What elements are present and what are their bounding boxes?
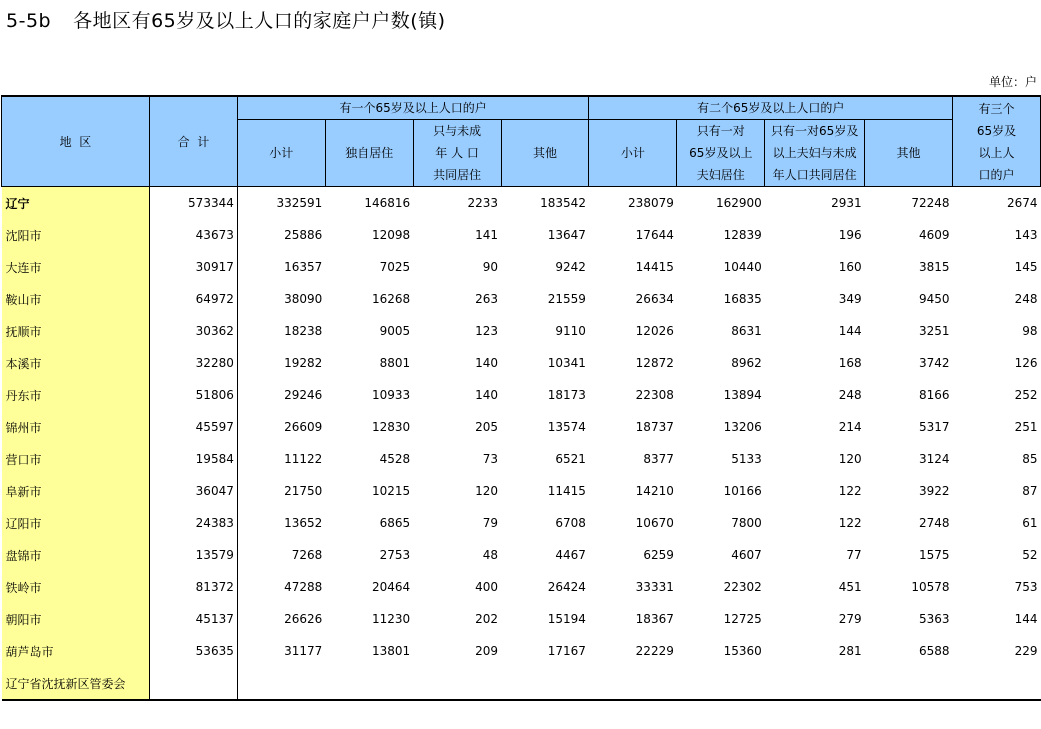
table-cell: 120 bbox=[475, 484, 499, 498]
table-row bbox=[2, 571, 1041, 603]
table-cell: 13574 bbox=[547, 420, 586, 434]
header-one-alone: 独自居住 bbox=[325, 120, 413, 187]
table-row bbox=[2, 219, 1041, 251]
table-cell: 122 bbox=[838, 484, 862, 498]
table-cell: 5317 bbox=[918, 420, 950, 434]
table-cell: 85 bbox=[1022, 452, 1038, 466]
table-cell: 26634 bbox=[635, 292, 674, 306]
table-row bbox=[2, 635, 1041, 667]
table-cell: 15194 bbox=[547, 612, 586, 626]
table-cell: 3742 bbox=[918, 356, 950, 370]
table-cell: 279 bbox=[838, 612, 862, 626]
table-cell: 168 bbox=[838, 356, 862, 370]
region-name: 本溪市 bbox=[2, 347, 150, 379]
table-cell: 6708 bbox=[555, 516, 586, 530]
header-group-one: 有一个65岁及以上人口的户 bbox=[237, 96, 589, 120]
unit-label: 单位：户 bbox=[988, 75, 1037, 89]
table-cell: 196 bbox=[838, 228, 862, 242]
table-row bbox=[2, 507, 1041, 539]
table-cell: 205 bbox=[475, 420, 499, 434]
table-cell: 4609 bbox=[918, 228, 950, 242]
table-cell: 10215 bbox=[371, 484, 411, 498]
table-cell: 31177 bbox=[284, 644, 323, 658]
table-cell: 10670 bbox=[635, 516, 674, 530]
table-cell: 10933 bbox=[371, 388, 411, 402]
table-cell: 24383 bbox=[149, 507, 237, 539]
table-cell: 13652 bbox=[284, 516, 323, 530]
table-cell: 10166 bbox=[723, 484, 762, 498]
region-name: 葫芦岛市 bbox=[2, 635, 150, 667]
table-cell: 6521 bbox=[555, 452, 586, 466]
table-cell: 9110 bbox=[555, 324, 586, 338]
region-name: 锦州市 bbox=[2, 411, 150, 443]
table-cell: 13647 bbox=[547, 228, 586, 242]
table-cell: 26609 bbox=[284, 420, 323, 434]
table-cell: 209 bbox=[475, 644, 499, 658]
region-name: 丹东市 bbox=[2, 379, 150, 411]
table-cell: 53635 bbox=[149, 635, 237, 667]
table-cell: 146816 bbox=[364, 196, 411, 210]
table-cell: 13579 bbox=[149, 539, 237, 571]
table-row bbox=[2, 667, 1041, 700]
table-cell: 7268 bbox=[291, 548, 323, 562]
table-cell: 8962 bbox=[731, 356, 762, 370]
table-cell: 5363 bbox=[918, 612, 950, 626]
table-cell: 32280 bbox=[149, 347, 237, 379]
table-cell bbox=[149, 667, 237, 700]
table-cell: 36047 bbox=[149, 475, 237, 507]
table-cell: 12872 bbox=[635, 356, 674, 370]
table-cell: 21559 bbox=[547, 292, 586, 306]
table-cell: 13801 bbox=[371, 644, 411, 658]
table-row bbox=[2, 379, 1041, 411]
table-cell: 8631 bbox=[731, 324, 762, 338]
table-cell: 26424 bbox=[547, 580, 586, 594]
table-cell bbox=[589, 667, 677, 700]
table-cell: 38090 bbox=[284, 292, 323, 306]
table-cell: 12725 bbox=[723, 612, 762, 626]
table-cell: 252 bbox=[1014, 388, 1038, 402]
table-cell: 6865 bbox=[379, 516, 411, 530]
table-cell: 145 bbox=[1014, 260, 1038, 274]
table-cell bbox=[865, 667, 953, 700]
table-cell: 238079 bbox=[628, 196, 674, 210]
table-cell: 2674 bbox=[1006, 196, 1038, 210]
table-cell: 18367 bbox=[635, 612, 674, 626]
table-cell: 11122 bbox=[284, 452, 323, 466]
table-cell: 332591 bbox=[276, 196, 323, 210]
table-cell: 122 bbox=[838, 516, 862, 530]
table-cell bbox=[237, 667, 325, 700]
table-cell: 61 bbox=[1022, 516, 1038, 530]
table-cell: 19282 bbox=[284, 356, 323, 370]
table-cell: 45597 bbox=[149, 411, 237, 443]
header-two-couple-minor: 只有一对65岁及 以上夫妇与未成 年人口共同居住 bbox=[765, 120, 865, 187]
table-cell: 29246 bbox=[284, 388, 323, 402]
table-row bbox=[2, 411, 1041, 443]
table-cell: 72248 bbox=[911, 196, 950, 210]
table-cell: 7025 bbox=[379, 260, 411, 274]
table-row bbox=[2, 251, 1041, 283]
table-cell: 126 bbox=[1014, 356, 1038, 370]
table-cell: 77 bbox=[846, 548, 862, 562]
table-cell: 45137 bbox=[149, 603, 237, 635]
table-cell: 451 bbox=[838, 580, 862, 594]
table-cell: 202 bbox=[475, 612, 499, 626]
table-cell: 281 bbox=[838, 644, 862, 658]
table-cell: 263 bbox=[475, 292, 499, 306]
table-cell: 12026 bbox=[635, 324, 674, 338]
region-name: 抚顺市 bbox=[2, 315, 150, 347]
table-row bbox=[2, 347, 1041, 379]
header-two-subtotal: 小计 bbox=[589, 120, 677, 187]
data-table bbox=[1, 95, 1041, 701]
region-name: 辽阳市 bbox=[2, 507, 150, 539]
header-one-other: 其他 bbox=[501, 120, 589, 187]
table-cell: 140 bbox=[475, 356, 499, 370]
table-row bbox=[2, 443, 1041, 475]
table-cell: 4607 bbox=[731, 548, 762, 562]
table-cell: 573344 bbox=[149, 187, 237, 220]
table-cell bbox=[413, 667, 501, 700]
table-cell: 123 bbox=[475, 324, 499, 338]
table-cell: 12830 bbox=[371, 420, 411, 434]
table-cell: 17644 bbox=[635, 228, 674, 242]
table-cell: 3922 bbox=[918, 484, 950, 498]
table-cell: 144 bbox=[838, 324, 862, 338]
table-cell: 47288 bbox=[284, 580, 323, 594]
table-cell: 33331 bbox=[635, 580, 674, 594]
table-cell: 20464 bbox=[371, 580, 411, 594]
table-cell: 8801 bbox=[379, 356, 411, 370]
table-cell: 13894 bbox=[723, 388, 762, 402]
table-cell: 14210 bbox=[635, 484, 674, 498]
table-row bbox=[2, 315, 1041, 347]
table-cell: 214 bbox=[838, 420, 862, 434]
table-cell: 64972 bbox=[149, 283, 237, 315]
table-cell: 52 bbox=[1022, 548, 1038, 562]
region-name: 鞍山市 bbox=[2, 283, 150, 315]
table-cell: 8377 bbox=[643, 452, 674, 466]
table-cell: 141 bbox=[475, 228, 499, 242]
table-cell: 90 bbox=[482, 260, 499, 274]
table-cell: 21750 bbox=[284, 484, 323, 498]
table-cell: 51806 bbox=[149, 379, 237, 411]
table-title: 各地区有65岁及以上人口的家庭户户数(镇) bbox=[73, 10, 446, 32]
table-cell: 753 bbox=[1014, 580, 1038, 594]
table-cell: 2753 bbox=[379, 548, 411, 562]
table-cell bbox=[501, 667, 589, 700]
table-cell: 2931 bbox=[831, 196, 862, 210]
region-name: 朝阳市 bbox=[2, 603, 150, 635]
table-cell: 43673 bbox=[149, 219, 237, 251]
table-cell: 8166 bbox=[918, 388, 950, 402]
table-cell: 16268 bbox=[371, 292, 411, 306]
region-name: 辽宁 bbox=[2, 187, 150, 220]
table-cell: 3251 bbox=[918, 324, 950, 338]
region-name: 盘锦市 bbox=[2, 539, 150, 571]
header-group-two: 有二个65岁及以上人口的户 bbox=[589, 96, 953, 120]
table-cell: 73 bbox=[482, 452, 499, 466]
table-cell: 9450 bbox=[918, 292, 950, 306]
table-cell bbox=[325, 667, 413, 700]
table-row bbox=[2, 283, 1041, 315]
table-cell: 81372 bbox=[149, 571, 237, 603]
page-title bbox=[6, 6, 446, 33]
header-region: 地 区 bbox=[2, 96, 150, 187]
table-cell: 98 bbox=[1022, 324, 1038, 338]
table-cell: 30362 bbox=[149, 315, 237, 347]
table-cell: 400 bbox=[475, 580, 499, 594]
table-number: 5-5b bbox=[6, 10, 52, 32]
table-cell: 79 bbox=[482, 516, 499, 530]
table-cell: 140 bbox=[475, 388, 499, 402]
table-cell: 87 bbox=[1022, 484, 1038, 498]
table-cell: 349 bbox=[838, 292, 862, 306]
header-two-other: 其他 bbox=[865, 120, 953, 187]
table-cell: 6588 bbox=[918, 644, 950, 658]
table-cell: 17167 bbox=[547, 644, 586, 658]
region-name: 阜新市 bbox=[2, 475, 150, 507]
table-cell: 3815 bbox=[918, 260, 950, 274]
table-cell: 18173 bbox=[547, 388, 586, 402]
table-cell: 1575 bbox=[918, 548, 950, 562]
table-cell: 16357 bbox=[284, 260, 323, 274]
header-one-subtotal: 小计 bbox=[237, 120, 325, 187]
table-cell: 22308 bbox=[635, 388, 674, 402]
table-cell: 22229 bbox=[635, 644, 674, 658]
table-cell: 5133 bbox=[731, 452, 762, 466]
table-row bbox=[2, 603, 1041, 635]
region-name: 大连市 bbox=[2, 251, 150, 283]
table-cell: 10578 bbox=[911, 580, 950, 594]
table-row bbox=[2, 475, 1041, 507]
table-cell bbox=[953, 667, 1041, 700]
table-cell: 6259 bbox=[643, 548, 674, 562]
table-cell bbox=[677, 667, 765, 700]
table-cell: 13206 bbox=[723, 420, 762, 434]
table-row bbox=[2, 539, 1041, 571]
table-cell: 19584 bbox=[149, 443, 237, 475]
table-cell: 229 bbox=[1014, 644, 1038, 658]
table-cell: 18238 bbox=[284, 324, 323, 338]
header-one-with-minor: 只与未成 年 人 口 共同居住 bbox=[413, 120, 501, 187]
table-cell: 12098 bbox=[371, 228, 411, 242]
table-cell: 11415 bbox=[547, 484, 586, 498]
region-name: 辽宁省沈抚新区管委会 bbox=[2, 667, 150, 700]
table-cell bbox=[765, 667, 865, 700]
table-cell: 7800 bbox=[731, 516, 762, 530]
table-cell: 2748 bbox=[918, 516, 950, 530]
region-name: 营口市 bbox=[2, 443, 150, 475]
table-cell: 251 bbox=[1014, 420, 1038, 434]
table-cell: 4467 bbox=[555, 548, 586, 562]
table-cell: 248 bbox=[1014, 292, 1038, 306]
header-total: 合 计 bbox=[149, 96, 237, 187]
table-cell: 9242 bbox=[555, 260, 586, 274]
region-name: 沈阳市 bbox=[2, 219, 150, 251]
table-cell: 4528 bbox=[379, 452, 411, 466]
table-cell: 10341 bbox=[547, 356, 586, 370]
table-cell: 3124 bbox=[918, 452, 950, 466]
table-cell: 2233 bbox=[467, 196, 499, 210]
table-cell: 143 bbox=[1014, 228, 1038, 242]
table-cell: 183542 bbox=[540, 196, 586, 210]
table-cell: 48 bbox=[482, 548, 499, 562]
table-cell: 9005 bbox=[379, 324, 411, 338]
header-group-three: 有三个 65岁及 以上人 口的户 bbox=[953, 96, 1041, 187]
table-cell: 30917 bbox=[149, 251, 237, 283]
table-cell: 22302 bbox=[723, 580, 762, 594]
table-cell: 248 bbox=[838, 388, 862, 402]
table-cell: 18737 bbox=[635, 420, 674, 434]
table-cell: 120 bbox=[838, 452, 862, 466]
table-cell: 144 bbox=[1014, 612, 1038, 626]
table-cell: 16835 bbox=[723, 292, 762, 306]
table-cell: 160 bbox=[838, 260, 862, 274]
table-row bbox=[2, 187, 1041, 220]
table-cell: 26626 bbox=[284, 612, 323, 626]
table-cell: 14415 bbox=[635, 260, 674, 274]
table-cell: 162900 bbox=[715, 196, 762, 210]
header-two-couple: 只有一对 65岁及以上 夫妇居住 bbox=[677, 120, 765, 187]
table-cell: 10440 bbox=[723, 260, 762, 274]
table-cell: 12839 bbox=[723, 228, 762, 242]
table-cell: 15360 bbox=[723, 644, 762, 658]
table-cell: 25886 bbox=[284, 228, 323, 242]
table-cell: 11230 bbox=[371, 612, 411, 626]
region-name: 铁岭市 bbox=[2, 571, 150, 603]
